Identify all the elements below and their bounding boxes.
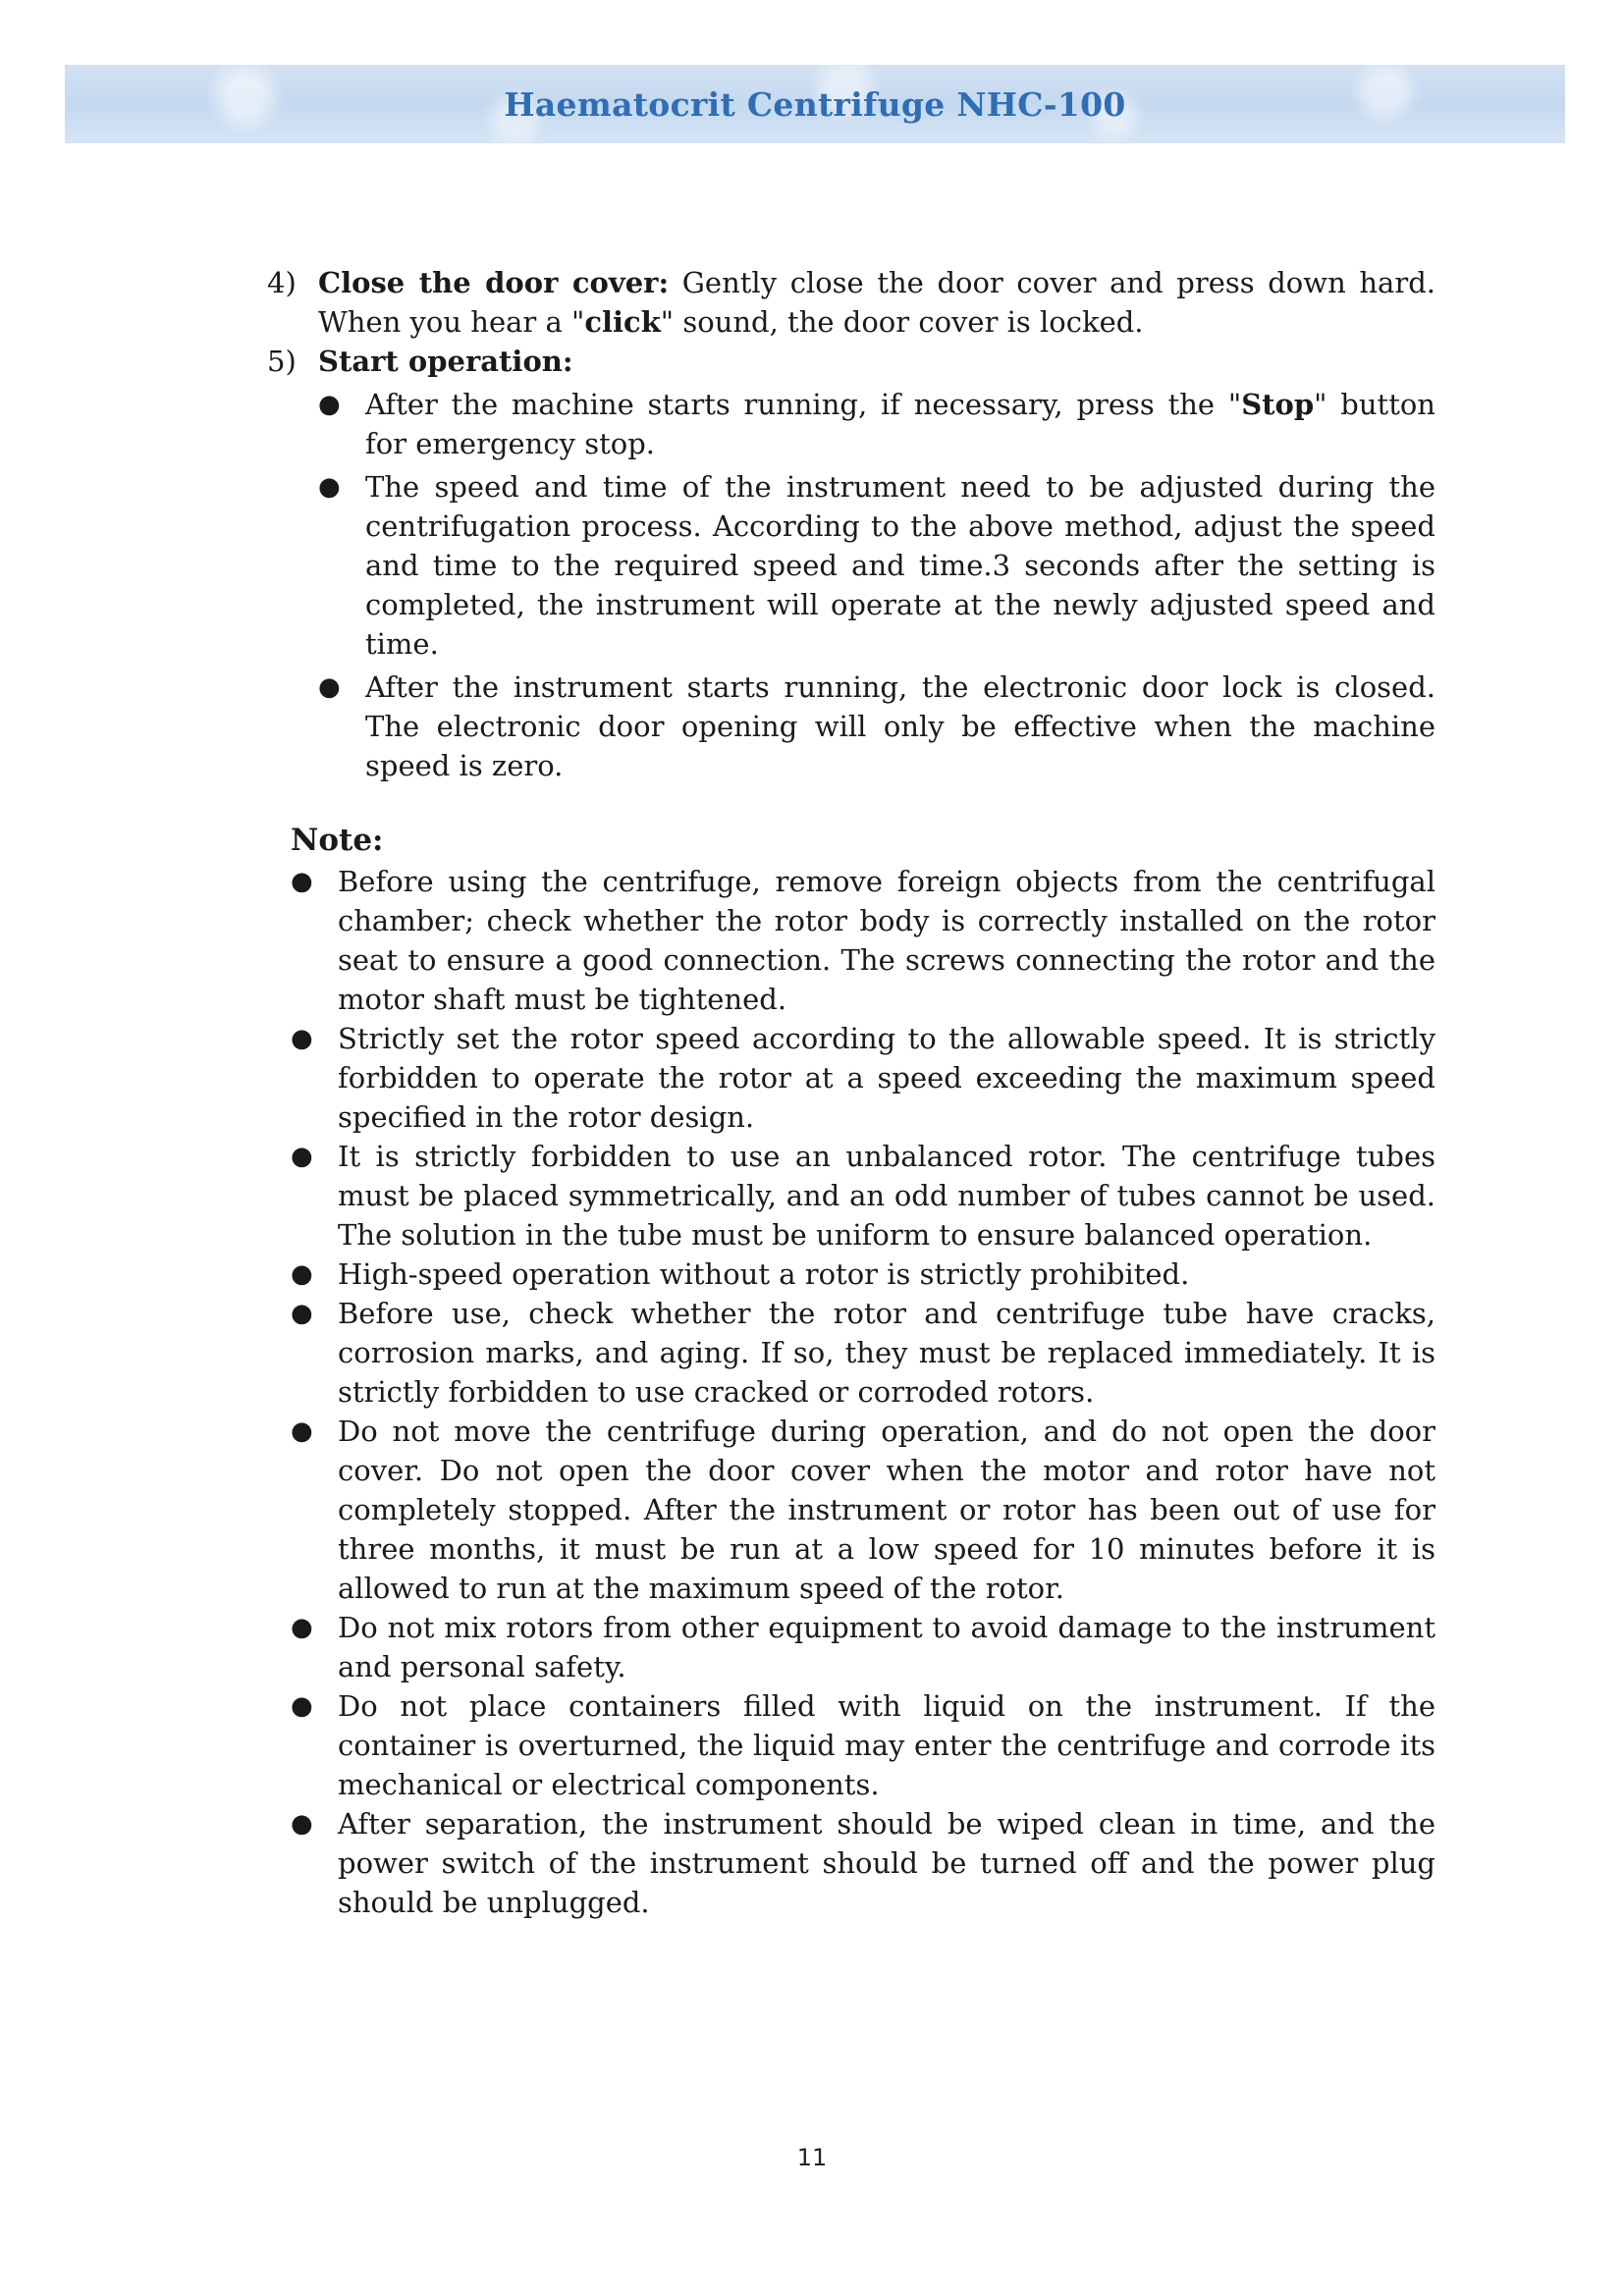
list-item-text: After the instrument starts running, the electronic door lock is closed. The electronic door opening will only be effective when the machine speed is zero.	[365, 670, 1435, 782]
list-item	[291, 1412, 1435, 1608]
step-4	[267, 263, 1435, 342]
step-text	[318, 263, 1435, 342]
list-item	[318, 385, 1435, 463]
note-heading: Note:	[291, 823, 384, 858]
list-item-text-part: " button for emergency stop.	[365, 388, 1435, 460]
page-header-title: Haematocrit Centrifuge NHC-100	[504, 84, 1126, 124]
list-item	[318, 667, 1435, 785]
list-item	[291, 1804, 1435, 1922]
page-number: 11	[796, 2144, 828, 2171]
list-item	[291, 1019, 1435, 1137]
list-item-text: Do not place containers filled with liquid on the instrument. If the container is overturned, the liquid may enter the centrifuge and corrode its mechanical or electrical components.	[338, 1689, 1435, 1801]
list-item	[291, 1255, 1435, 1294]
step-number: 4)	[267, 266, 297, 299]
list-item	[291, 1137, 1435, 1255]
bullet-icon: ●	[291, 1416, 313, 1446]
list-item-text: After separation, the instrument should be wiped clean in time, and the power switch of the instrument should be turned off and the power plug should be unplugged.	[338, 1807, 1435, 1919]
bullet-icon: ●	[291, 1024, 313, 1053]
step-text-part: Gently close the door cover and press down hard. When you hear a "	[318, 266, 1435, 339]
step-number: 5)	[267, 345, 297, 378]
step-5	[267, 342, 1435, 381]
step-text-bold: click	[584, 305, 661, 339]
list-item	[291, 1294, 1435, 1412]
list-item	[318, 467, 1435, 664]
list-item-text: Before use, check whether the rotor and centrifuge tube have cracks, corrosion marks, and aging. If so, they must be replaced immediately. It is strictly forbidden to use cracked or corroded rotors.	[338, 1297, 1435, 1409]
step-text-part: " sound, the door cover is locked.	[660, 305, 1144, 339]
bullet-icon: ●	[318, 472, 341, 502]
step-heading: Start operation:	[318, 345, 573, 378]
list-item-text-bold: Stop	[1241, 388, 1315, 421]
note-list	[291, 862, 1435, 1922]
list-item	[291, 1686, 1435, 1804]
bullet-icon: ●	[291, 1691, 313, 1721]
list-item-text: High-speed operation without a rotor is strictly prohibited.	[338, 1257, 1190, 1291]
bullet-icon: ●	[318, 672, 341, 702]
bullet-icon: ●	[318, 390, 341, 419]
bullet-icon: ●	[291, 1809, 313, 1839]
list-item-text: The speed and time of the instrument need to be adjusted during the centrifugation process. According to the above method, adjust the speed and time to the required speed and time.3 seconds after the setting is completed, the instrument will operate at the newly adjusted speed and time.	[365, 470, 1435, 661]
header-band	[65, 65, 1565, 143]
list-item-text: Do not mix rotors from other equipment to avoid damage to the instrument and personal safety.	[338, 1611, 1435, 1683]
bullet-icon: ●	[291, 1259, 313, 1289]
bullet-icon: ●	[291, 1299, 313, 1328]
bullet-icon: ●	[291, 1613, 313, 1642]
bullet-icon: ●	[291, 1142, 313, 1171]
list-item-text: Strictly set the rotor speed according to the allowable speed. It is strictly forbidden to operate the rotor at a speed exceeding the maximum speed specified in the rotor design.	[338, 1022, 1435, 1134]
step-heading: Close the door cover:	[318, 266, 670, 299]
list-item	[291, 862, 1435, 1019]
list-item-text: Do not move the centrifuge during operation, and do not open the door cover. Do not open the door cover when the motor and rotor have not completely stopped. After the instrument or rotor has been out of use for three months, it must be run at a low speed for 10 minutes before it is allowed to run at the maximum speed of the rotor.	[338, 1415, 1435, 1605]
start-operation-list	[318, 385, 1435, 785]
step-text	[318, 342, 1435, 381]
list-item	[291, 1608, 1435, 1686]
bullet-icon: ●	[291, 867, 313, 896]
list-item-text: It is strictly forbidden to use an unbalanced rotor. The centrifuge tubes must be placed symmetrically, and an odd number of tubes cannot be used. The solution in the tube must be uniform to ensure balanced operation.	[338, 1140, 1435, 1252]
list-item-text-part: After the machine starts running, if necessary, press the "	[365, 388, 1242, 421]
list-item-text	[365, 385, 1435, 463]
list-item-text: Before using the centrifuge, remove foreign objects from the centrifugal chamber; check whether the rotor body is correctly installed on the rotor seat to ensure a good connection. The screws connecting the rotor and the motor shaft must be tightened.	[338, 865, 1435, 1016]
document-body	[267, 263, 1435, 1922]
